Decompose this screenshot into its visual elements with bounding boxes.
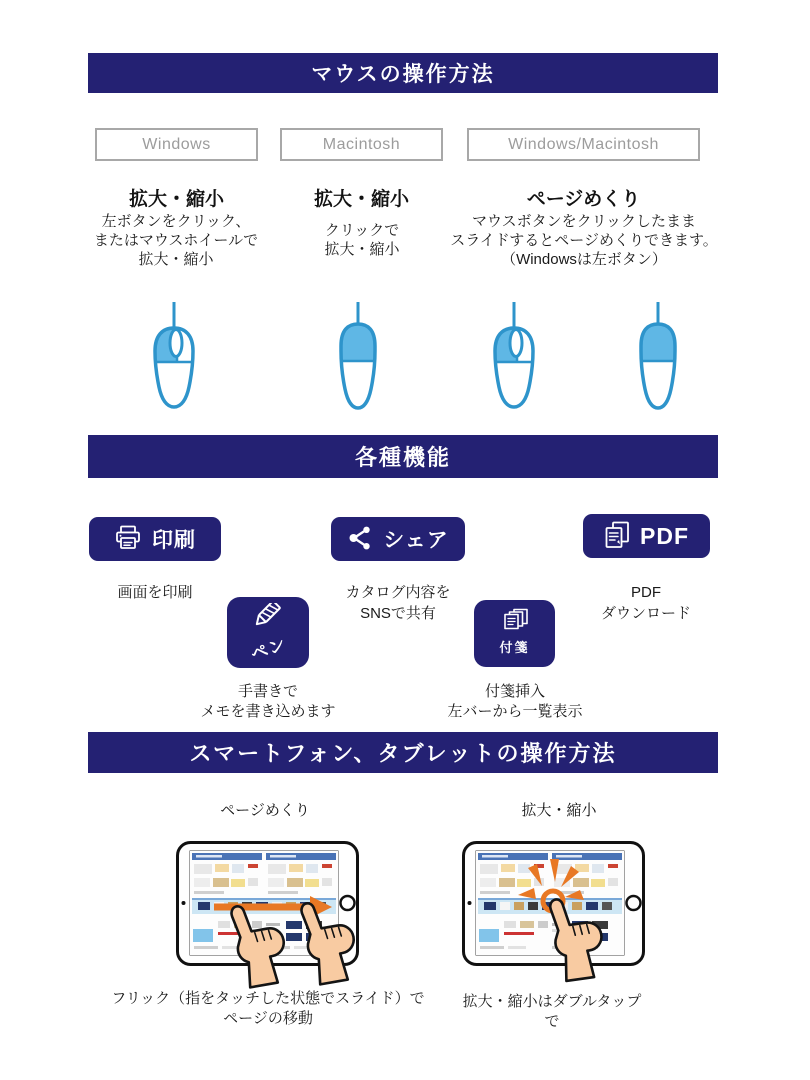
sticky-note-button-label: 付箋 bbox=[499, 640, 530, 655]
sticky-note-button[interactable] bbox=[474, 600, 555, 667]
caption-line: 拡大・縮小はダブルタップで bbox=[462, 993, 642, 1030]
share-button[interactable] bbox=[331, 517, 465, 561]
caption-line: カタログ内容を bbox=[345, 584, 451, 601]
pdf-button[interactable] bbox=[583, 514, 710, 558]
caption-line: メモを書き込めます bbox=[200, 703, 336, 720]
description-line: クリックで bbox=[324, 222, 400, 239]
two-button-mouse-icon bbox=[484, 299, 544, 411]
description-line: スライドするとページめくりできます。 bbox=[450, 232, 718, 249]
description-line: 拡大・縮小 bbox=[324, 241, 400, 258]
platform-box-windows-macintosh bbox=[467, 128, 700, 161]
section-title-touch-ops bbox=[88, 732, 718, 773]
print-button[interactable] bbox=[89, 517, 221, 561]
platform-box-macintosh bbox=[280, 128, 443, 161]
section-title-text: マウスの操作方法 bbox=[311, 63, 495, 86]
section-title-mouse-ops bbox=[88, 53, 718, 93]
caption-line: ページの移動 bbox=[223, 1010, 313, 1027]
share-caption bbox=[318, 582, 478, 624]
flick-caption bbox=[78, 989, 458, 1029]
action-heading-zoom-mac: 拡大・縮小 bbox=[313, 189, 409, 210]
description-line: 左ボタンをクリック、 bbox=[101, 213, 251, 230]
caption-line: SNSで共有 bbox=[360, 605, 436, 622]
section-title-text: 各種機能 bbox=[354, 445, 451, 470]
description-page-flip bbox=[418, 212, 750, 269]
description-windows bbox=[60, 212, 292, 269]
page-flip-label: ページめくり bbox=[220, 802, 310, 819]
pen-button-label: ペン bbox=[248, 634, 289, 664]
description-line: マウスボタンをクリックしたまま bbox=[472, 213, 696, 230]
description-line: （Windowsは左ボタン） bbox=[501, 251, 667, 268]
caption-line: 画面を印刷 bbox=[117, 584, 193, 601]
action-heading-zoom-win: 拡大・縮小 bbox=[128, 189, 224, 210]
pdf-caption bbox=[576, 582, 716, 624]
two-button-mouse-icon bbox=[144, 299, 204, 411]
caption-line: フリック（指をタッチした状態でスライド）で bbox=[111, 990, 425, 1007]
sticky-note-icon bbox=[500, 608, 530, 636]
caption-line: PDF bbox=[631, 584, 661, 601]
platform-label: Windows/Macintosh bbox=[508, 135, 659, 153]
pen-button[interactable] bbox=[227, 597, 309, 668]
double-tap-caption bbox=[457, 992, 647, 1032]
share-icon bbox=[347, 525, 373, 554]
caption-line: 左バーから一覧表示 bbox=[447, 703, 583, 720]
description-line: 拡大・縮小 bbox=[138, 251, 214, 268]
pdf-button-label: PDF bbox=[640, 522, 689, 549]
section-title-text: スマートフォン、タブレットの操作方法 bbox=[189, 741, 617, 766]
one-button-mouse-icon bbox=[628, 299, 688, 411]
platform-label: Windows bbox=[142, 135, 211, 153]
print-button-label: 印刷 bbox=[152, 529, 196, 552]
print-caption bbox=[79, 582, 231, 603]
platform-box-windows bbox=[95, 128, 258, 161]
pdf-document-icon bbox=[604, 521, 630, 552]
zoom-label: 拡大・縮小 bbox=[521, 802, 597, 819]
platform-label: Macintosh bbox=[322, 135, 401, 153]
printer-icon bbox=[114, 525, 142, 554]
caption-line: 付箋挿入 bbox=[484, 683, 545, 700]
tablet-tap-illustration bbox=[462, 841, 645, 991]
description-line: またはマウスホイールで bbox=[93, 232, 259, 249]
caption-line: 手書きで bbox=[237, 683, 298, 700]
pen-caption bbox=[178, 682, 358, 722]
sticky-note-caption bbox=[420, 682, 610, 722]
description-macintosh bbox=[295, 221, 429, 259]
section-title-functions bbox=[88, 435, 718, 478]
share-button-label: シェア bbox=[383, 529, 449, 552]
caption-line: ダウンロード bbox=[600, 605, 691, 622]
tablet-flick-illustration bbox=[176, 841, 359, 991]
one-button-mouse-icon bbox=[328, 299, 388, 411]
action-heading-page-flip: ページめくり bbox=[526, 189, 641, 210]
